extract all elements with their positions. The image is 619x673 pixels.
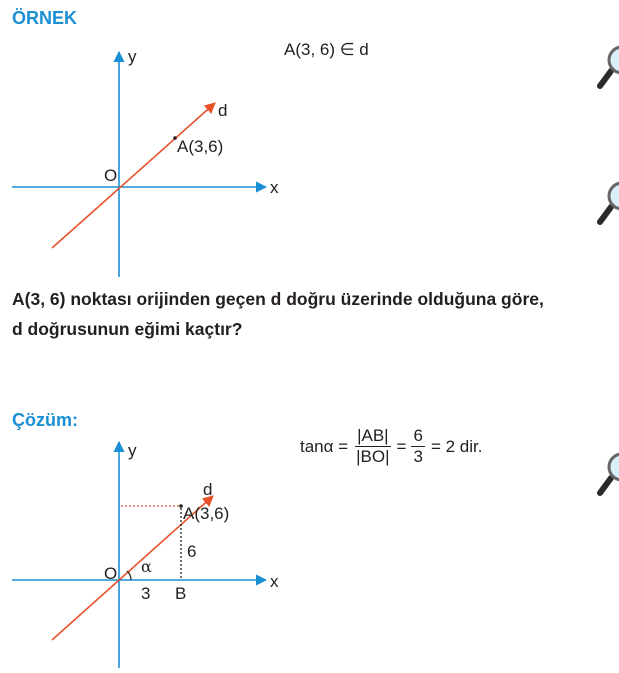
example-x-label: x: [270, 178, 279, 197]
fraction-6-3: [411, 426, 424, 467]
fraction-ab: |AB|: [357, 426, 389, 445]
formula-equals: =: [396, 436, 407, 456]
example-line-d: [52, 103, 215, 248]
example-graph: [12, 47, 279, 277]
height-length-label: 6: [187, 542, 197, 561]
fraction-bo: |BO|: [356, 447, 390, 466]
example-heading: ÖRNEK: [12, 8, 78, 28]
magnifier-icon: [600, 454, 619, 493]
solution-graph: [12, 441, 279, 668]
tangent-formula: [300, 426, 482, 467]
example-point-label: A(3,6): [177, 137, 224, 156]
example-origin-label: O: [104, 166, 118, 185]
example-statement: A(3, 6) ∈ d: [284, 40, 369, 59]
base-point-label: B: [175, 584, 187, 603]
angle-arc: [127, 571, 131, 580]
question-line-1: A(3, 6) noktası orijinden geçen d doğru üzerinde olduğuna göre,: [12, 289, 544, 309]
formula-result: = 2 dir.: [430, 436, 483, 456]
solution-y-label: y: [128, 441, 137, 460]
fraction-6: 6: [413, 426, 423, 445]
example-y-label: y: [128, 47, 137, 66]
fraction-3: 3: [413, 447, 423, 466]
base-length-label: 3: [141, 584, 151, 603]
solution-point-label: A(3,6): [183, 504, 230, 523]
solution-x-label: x: [270, 572, 279, 591]
solution-heading: Çözüm:: [12, 410, 78, 430]
formula-lhs: tanα =: [300, 436, 349, 456]
solution-origin-label: O: [104, 564, 118, 583]
magnifier-icon: [600, 183, 619, 222]
angle-label: α: [141, 557, 152, 576]
question-text: [12, 284, 544, 344]
fraction-ab-bo: [354, 426, 391, 467]
example-line-label: d: [218, 101, 228, 120]
solution-line-label: d: [203, 480, 213, 499]
question-line-2: d doğrusunun eğimi kaçtır?: [12, 319, 243, 339]
magnifier-icon: [600, 47, 619, 86]
